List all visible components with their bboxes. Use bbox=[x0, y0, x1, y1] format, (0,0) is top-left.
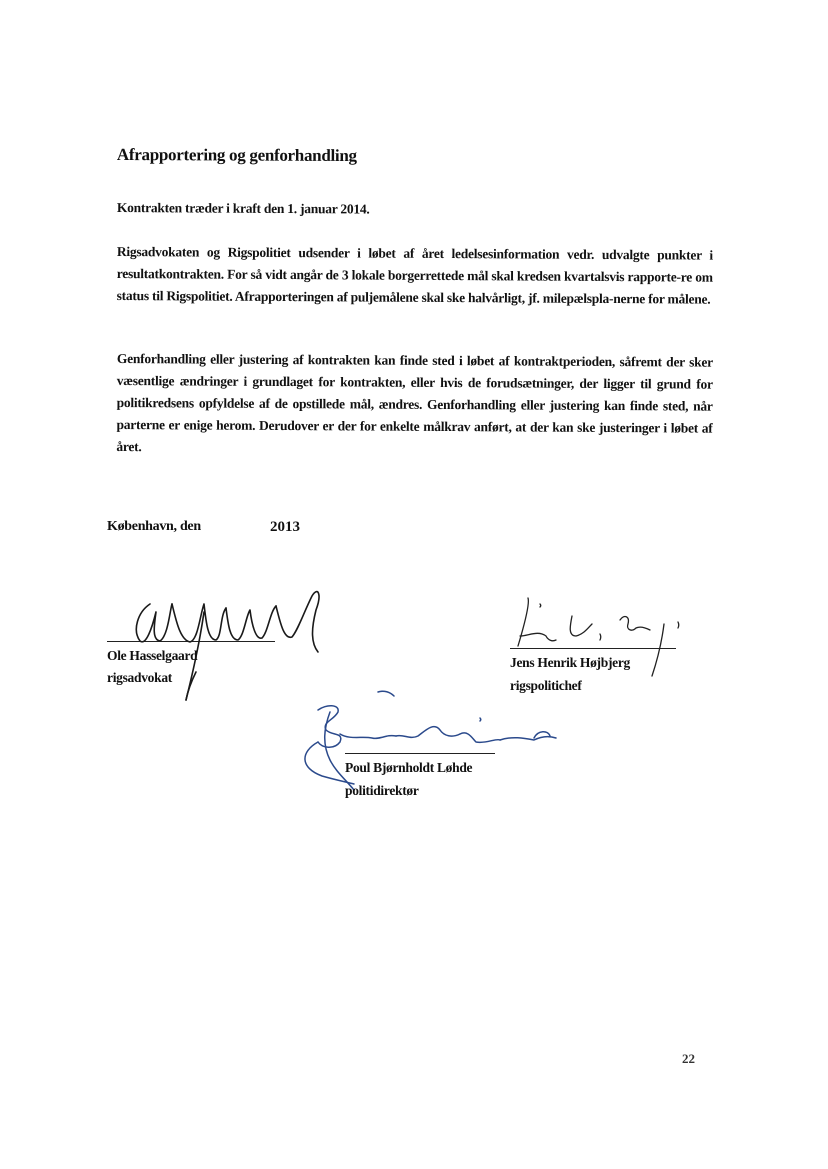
section-heading: Afrapportering og genforhandling bbox=[116, 145, 357, 166]
page-number: 22 bbox=[682, 1051, 695, 1066]
signatory-name-left: Ole Hasselgaard bbox=[107, 648, 198, 663]
signing-year: 2013 bbox=[270, 519, 300, 535]
paragraph-effective-date: Kontrakten træder i kraft den 1. januar 2014. bbox=[116, 199, 370, 217]
signature-line-left bbox=[107, 641, 275, 642]
place-date: København, den bbox=[107, 519, 201, 534]
signature-line-right bbox=[510, 648, 676, 649]
paragraph-reporting: Rigsadvokaten og Rigspolitiet udsender i løbet af året ledelsesinformation vedr. udvalgte punkter i resultatkontrakten. For så vidt angår de 3 lokale borgerrettede mål skal kredsen kvartalsvis rapporte-re om status til Rigspolitiet. Afrapporteringen af puljemålene skal ske halvårligt, jf. milepælspla-nerne for målene. bbox=[116, 243, 713, 307]
paragraph-renegotiation: Genforhandling eller justering af kontrakten kan finde sted i løbet af kontraktperioden, såfremt der sker væsentlige ændringer i grundlaget for kontrakten, eller hvis de forudsætninger, der ligger til grund for politikredsens opfyldelse af de opstillede mål, ændres. Genforhandling eller justering kan finde sted, når parterne er enige herom. Derudover er der for enkelte målkrav anført, at der kan ske justeringer i løbet af året. bbox=[116, 350, 713, 455]
signatory-name-middle: Poul Bjørnholdt Løhde bbox=[345, 760, 473, 775]
signatory-title-middle: politidirektør bbox=[345, 783, 419, 798]
signatory-title-left: rigsadvokat bbox=[107, 670, 172, 685]
signatory-name-right: Jens Henrik Højbjerg bbox=[510, 655, 630, 670]
signatory-title-right: rigspolitichef bbox=[510, 678, 582, 693]
signature-line-middle bbox=[345, 753, 495, 754]
